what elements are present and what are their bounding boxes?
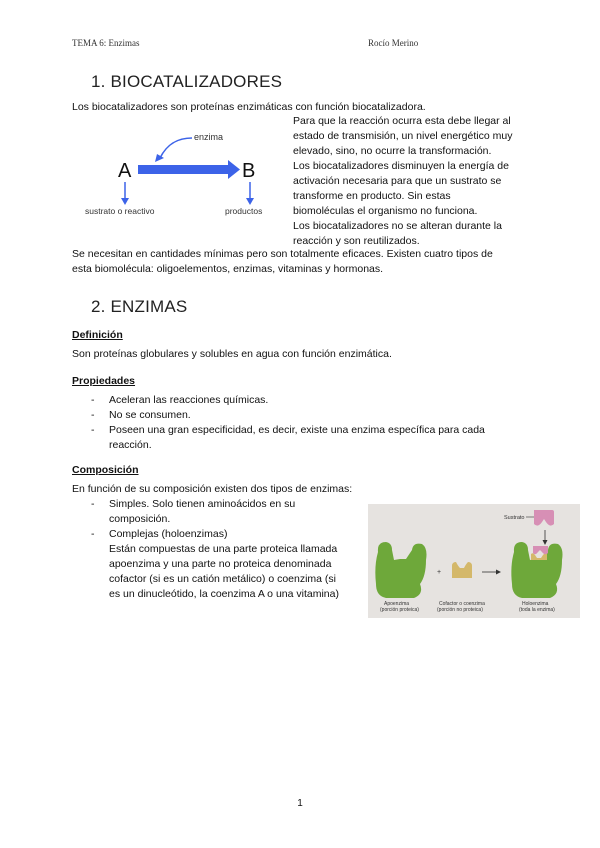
- composition-list: [91, 497, 366, 602]
- property-text-continued: reacción.: [109, 439, 152, 451]
- composition-intro: En función de su composición existen dos tipos de enzimas:: [72, 483, 353, 495]
- description-line: elevado, sino, no ocurre la transformación.: [293, 145, 492, 157]
- enzyme-label: enzima: [194, 132, 224, 142]
- description-line: transforme en producto. Sin estas: [293, 190, 451, 202]
- composition-item-line: es un dinucleótido, la coenzima A o una vitamina): [109, 588, 339, 600]
- apoenzyme-label: Apoenzima: [384, 601, 410, 607]
- composition-item-title: - Complejas (holoenzimas): [109, 528, 228, 540]
- reaction-diagram: [80, 128, 280, 220]
- header-left: TEMA 6: Enzimas: [72, 38, 140, 48]
- section-title-biocatalizadores: 1. BIOCATALIZADORES: [91, 72, 283, 91]
- property-text: - Poseen una gran especificidad, es decir, existe una enzima específica para cada: [109, 424, 485, 436]
- composition-item-line: cofactor (si es un catión metálico) o coenzima (si: [109, 573, 337, 585]
- property-item: [91, 408, 531, 423]
- cofactor-label: Cofactor o coenzima: [439, 601, 485, 607]
- label-a: A: [118, 160, 132, 182]
- substrate-fig-label: Sustrato: [504, 515, 525, 521]
- definition-heading: Definición: [72, 329, 123, 341]
- enzyme-curve-arrow: [160, 138, 192, 158]
- biocatalyst-closing: [72, 247, 532, 277]
- main-arrow-head: [228, 160, 240, 179]
- substrate-label: sustrato o reactivo: [85, 206, 155, 216]
- main-arrow-body: [138, 165, 230, 174]
- enzyme-curve-arrowhead: [155, 154, 164, 162]
- description-line: Para que la reacción ocurra esta debe llegar al: [293, 115, 511, 127]
- apoenzyme-sublabel: (porción proteica): [380, 607, 419, 613]
- description-line: Los biocatalizadores disminuyen la energía de: [293, 160, 509, 172]
- biocatalyst-description: [293, 114, 533, 249]
- substrate-down-arrow: [121, 198, 129, 205]
- holoenzyme-label: Holoenzima: [522, 601, 549, 607]
- product-down-arrow: [246, 198, 254, 205]
- plus-sign: +: [437, 569, 442, 576]
- composition-item: [91, 527, 366, 602]
- section-title-enzimas: 2. ENZIMAS: [91, 297, 188, 316]
- description-line: Los biocatalizadores no se alteran durante la: [293, 220, 502, 232]
- holoenzyme-sublabel: (toda la enzima): [519, 607, 555, 613]
- description-line: biomoléculas el organismo no funciona.: [293, 205, 478, 217]
- product-label: productos: [225, 206, 263, 216]
- property-text: - Aceleran las reacciones químicas.: [109, 394, 269, 406]
- properties-heading: Propiedades: [72, 375, 136, 387]
- cofactor-sublabel: (porción no proteica): [437, 607, 483, 613]
- header-right: Rocío Merino: [368, 38, 419, 48]
- property-text: - No se consumen.: [109, 409, 191, 421]
- closing-line: Se necesitan en cantidades mínimas pero son totalmente eficaces. Existen cuatro tipos de: [72, 248, 493, 260]
- definition-text: Son proteínas globulares y solubles en agua con función enzimática.: [72, 348, 392, 360]
- page-number: 1: [297, 798, 303, 809]
- description-line: reacción y son reutilizados.: [293, 235, 420, 247]
- description-line: estado de transmisión, un nivel energético muy: [293, 130, 513, 142]
- properties-list: [91, 393, 531, 453]
- holoenzyme-figure: [368, 504, 580, 618]
- composition-item: [91, 497, 366, 527]
- composition-item-title: - Simples. Solo tienen aminoácidos en su: [109, 498, 296, 510]
- property-item: [91, 393, 531, 408]
- label-b: B: [242, 160, 256, 182]
- composition-item-line: Están compuestas de una parte proteica llamada: [109, 543, 338, 555]
- composition-item-line: apoenzima y una parte no proteica denominada: [109, 558, 332, 570]
- closing-line: esta biomolécula: oligoelementos, enzimas, vitaminas y hormonas.: [72, 263, 384, 275]
- intro-text: Los biocatalizadores son proteínas enzimáticas con función biocatalizadora.: [72, 101, 426, 113]
- composition-heading: Composición: [72, 464, 139, 476]
- composition-item-line: composición.: [109, 513, 171, 525]
- description-line: activación necesaria para que un sustrato se: [293, 175, 502, 187]
- property-item: [91, 423, 531, 453]
